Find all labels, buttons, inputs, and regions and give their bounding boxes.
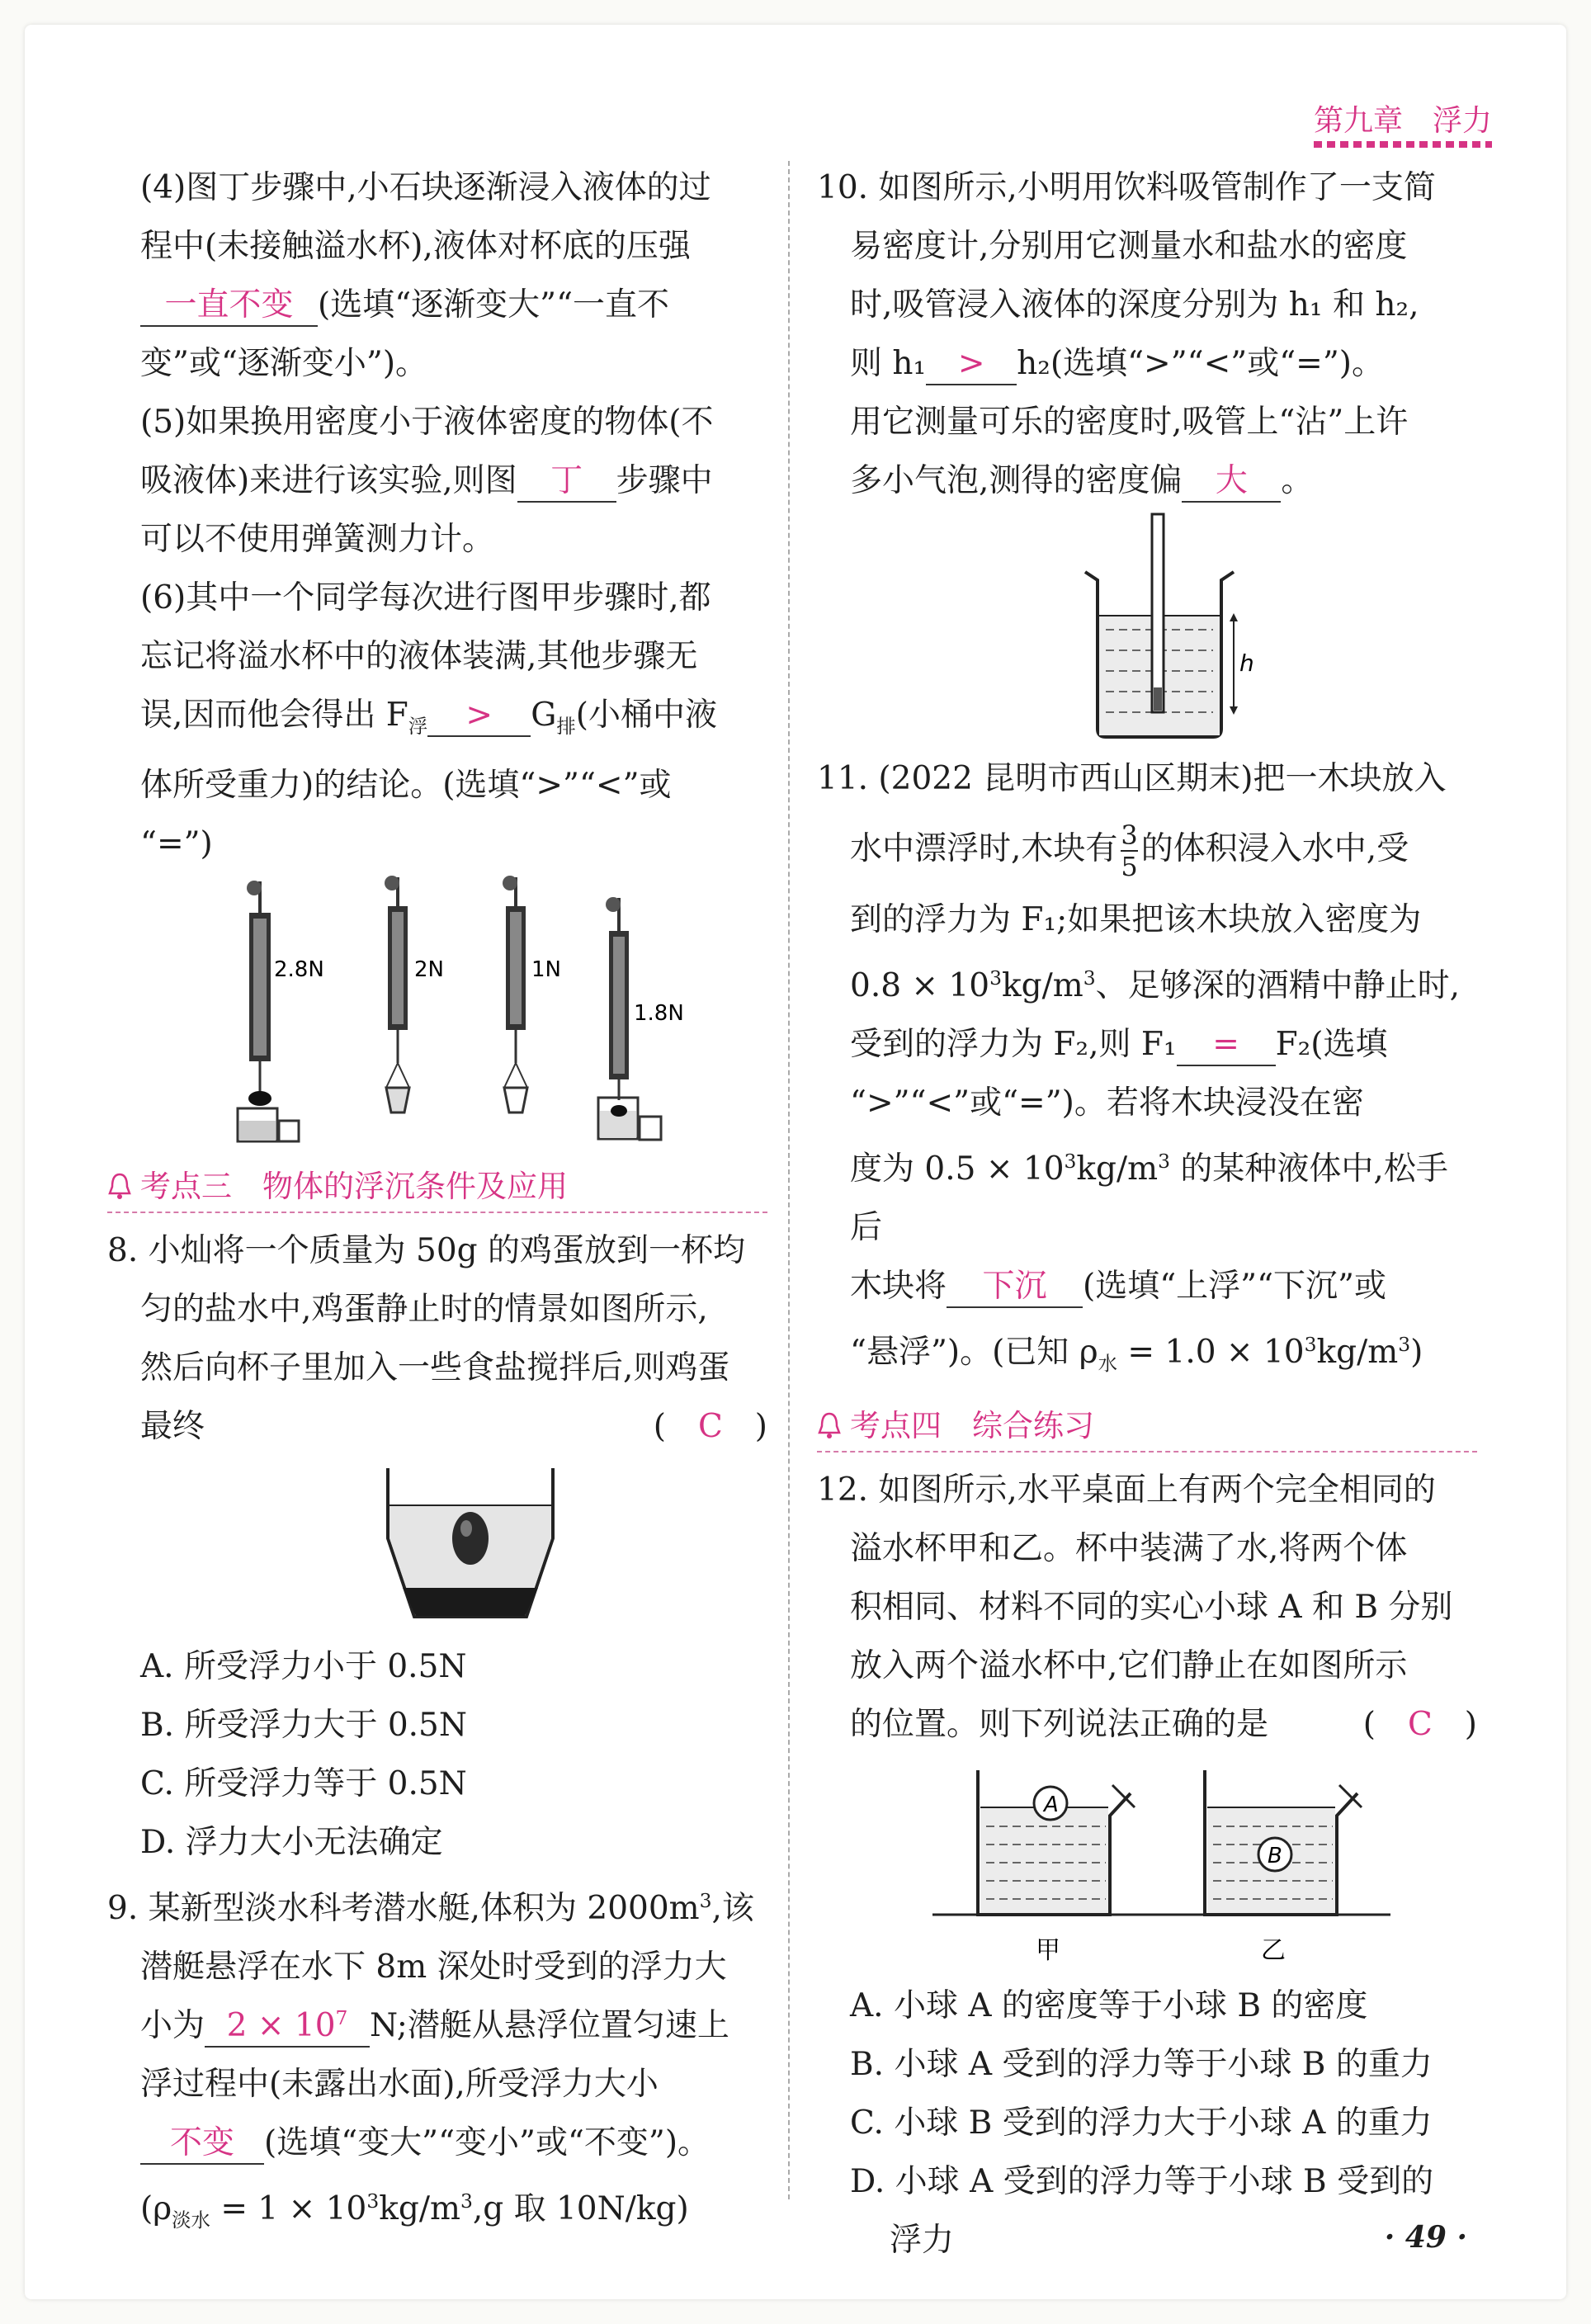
spring-scale-figure (107, 873, 767, 1154)
reading-ding: 1.8N (634, 1000, 684, 1026)
q12-line: 溢水杯甲和乙。杯中装满了水,将两个体 (850, 1529, 1408, 1567)
q10-answer-1[interactable]: > (926, 344, 1017, 385)
q11-sup: 3 (989, 966, 1003, 990)
section-3-title: 考点三 物体的浮沉条件及应用 (140, 1168, 568, 1204)
cup-label-jia: 甲 (1036, 1935, 1060, 1965)
question-5 (107, 393, 767, 569)
q4-line: 程中(未接触溢水杯),液体对杯底的压强 (140, 228, 691, 265)
q12-answer-bracket: ( C ) (1362, 1705, 1477, 1743)
q8-answer[interactable]: C (697, 1407, 723, 1445)
reading-yi: 2N (414, 957, 444, 982)
q9-line: 9. 某新型淡水科考潜水艇,体积为 2000m (107, 1889, 700, 1927)
q11-line: “>”“<”或“=”)。若将木块浸没在密 (850, 1084, 1364, 1122)
question-9 (107, 1872, 767, 2250)
q12-line: 放入两个溢水杯中,它们静止在如图所示 (850, 1646, 1408, 1684)
q8-option-a[interactable]: A. 所受浮力小于 0.5N (140, 1647, 467, 1685)
q9-sup: 3 (366, 2189, 380, 2213)
q8-option-b[interactable]: B. 所受浮力大于 0.5N (140, 1706, 467, 1744)
q11-sup: 3 (1158, 1150, 1171, 1173)
bell-icon (817, 1411, 842, 1439)
header-underline (1314, 141, 1492, 148)
q10-line: 易密度计,分别用它测量水和盐水的密度 (850, 228, 1408, 265)
q11-line: “悬浮”)。(已知 ρ (850, 1334, 1098, 1371)
scale-bing (503, 876, 561, 1112)
q11-sup: 3 (1083, 966, 1096, 990)
section-4-title: 考点四 综合练习 (850, 1407, 1094, 1443)
q9-sub: 淡水 (172, 2208, 210, 2232)
q12-option-b[interactable]: B. 小球 A 受到的浮力等于小球 B 的重力 (850, 2045, 1433, 2083)
bell-icon (107, 1172, 132, 1200)
question-4 (107, 158, 767, 393)
q11-answer-2[interactable]: 下沉 (947, 1267, 1083, 1308)
q9-line: 浮过程中(未露出水面),所受浮力大小 (140, 2065, 659, 2103)
q6-answer[interactable]: > (427, 696, 531, 737)
q11-sup: 3 (1304, 1333, 1317, 1356)
q11-line: kg/m (1076, 1150, 1159, 1188)
q11-line: F₂(选填 (1275, 1026, 1388, 1063)
q8-option-c[interactable]: C. 所受浮力等于 0.5N (140, 1764, 467, 1802)
q5-line: 步骤中 (616, 462, 713, 499)
q6-line: “=”) (140, 824, 213, 862)
question-10 (817, 158, 1477, 749)
q4-line: (4)图丁步骤中,小石块逐渐浸入液体的过 (140, 169, 711, 206)
q10-line: 多小气泡,测得的密度偏 (850, 462, 1183, 499)
q10-line: h₂(选填“>”“<”或“=”)。 (1017, 345, 1385, 382)
q9-answer-1-exp: 7 (335, 2005, 348, 2029)
q9-line: = 1 × 10 (210, 2189, 367, 2227)
fraction-denominator: 5 (1121, 851, 1138, 882)
scale-ding (598, 897, 684, 1140)
q4-line: 变”或“逐渐变小”)。 (140, 345, 428, 382)
column-divider (788, 161, 790, 2199)
q11-line: 到的浮力为 F₁;如果把该木块放入密度为 (850, 901, 1422, 938)
q11-line: ) (1410, 1334, 1423, 1371)
q11-line: 、足够深的酒精中静止时, (1095, 967, 1461, 1004)
q9-line: (ρ (140, 2189, 172, 2227)
q11-line: 水中漂浮时,木块有 (850, 830, 1118, 867)
q12-option-c[interactable]: C. 小球 B 受到的浮力大于小球 A 的重力 (850, 2104, 1433, 2142)
q8-line: 然后向杯子里加入一些食盐搅拌后,则鸡蛋 (140, 1349, 730, 1386)
density-meter-figure (817, 510, 1477, 749)
left-column (107, 158, 767, 2250)
q9-line: (选填“变大”“变小”或“不变”)。 (264, 2123, 711, 2161)
q11-line: = 1.0 × 10 (1117, 1334, 1305, 1371)
chapter-number: 第九章 (1313, 104, 1403, 138)
cup-yi (1205, 1770, 1362, 1915)
q11-sup: 3 (1064, 1150, 1077, 1173)
q9-line: ,g 取 10N/kg) (472, 2189, 689, 2227)
q11-sub: 水 (1098, 1351, 1118, 1375)
section-4-heading (817, 1401, 1477, 1452)
q8-line: 最终 (140, 1407, 205, 1445)
q10-line: 。 (1281, 462, 1314, 499)
q6-sub: 排 (556, 714, 576, 738)
chapter-topic: 浮力 (1432, 104, 1492, 138)
q11-line: 11. (2022 昆明市西山区期末)把一木块放入 (817, 760, 1447, 797)
q11-line: kg/m (1316, 1334, 1399, 1371)
q12-option-d-cont: 浮力 (890, 2221, 955, 2259)
scale-yi (385, 876, 444, 1112)
q8-answer-bracket: ( C ) (653, 1407, 767, 1445)
q6-line: G (531, 697, 557, 734)
question-11 (817, 749, 1477, 1393)
q11-line: 的某种液体中,松手后 (850, 1150, 1448, 1246)
q8-option-d[interactable]: D. 浮力大小无法确定 (140, 1823, 443, 1861)
q11-line: 0.8 × 10 (850, 967, 990, 1004)
q8-line: 匀的盐水中,鸡蛋静止时的情景如图所示, (140, 1290, 708, 1328)
scale-jia (238, 881, 324, 1141)
q5-line: 可以不使用弹簧测力计。 (140, 521, 495, 558)
q9-sup: 3 (460, 2189, 473, 2213)
q5-line: (5)如果换用密度小于液体密度的物体(不 (140, 404, 714, 441)
ball-a-label: A (1044, 1792, 1059, 1817)
egg-cup-figure (107, 1456, 767, 1637)
q10-answer-2[interactable]: 大 (1182, 461, 1281, 503)
q10-line: 则 h₁ (850, 345, 927, 382)
q11-answer-1[interactable]: = (1177, 1025, 1276, 1066)
q9-line: ,该 (711, 1889, 754, 1927)
overflow-cups-figure (817, 1754, 1477, 1977)
q5-answer[interactable]: 丁 (517, 461, 616, 503)
reading-bing: 1N (531, 957, 561, 982)
q12-option-d[interactable]: D. 小球 A 受到的浮力等于小球 B 受到的 (850, 2162, 1434, 2200)
q9-line: 小为 (140, 2006, 205, 2044)
fraction-numerator: 3 (1121, 820, 1138, 851)
q6-line: 体所受重力)的结论。(选填“>”“<”或 (140, 766, 672, 804)
right-column (817, 158, 1477, 2270)
q12-line: 的位置。则下列说法正确的是 (850, 1705, 1269, 1743)
q9-answer-2[interactable]: 不变 (140, 2123, 264, 2165)
q6-line: 误,因而他会得出 F (140, 697, 408, 734)
section-3-heading (107, 1162, 767, 1213)
q12-answer[interactable]: C (1407, 1705, 1433, 1743)
q11-line: 的体积浸入水中,受 (1140, 830, 1409, 867)
q9-answer-1-base: 2 × 10 (226, 2006, 336, 2044)
q9-line: kg/m (379, 2189, 460, 2227)
reading-jia: 2.8N (274, 957, 324, 982)
q11-sup: 3 (1398, 1333, 1411, 1356)
chapter-header (1314, 97, 1492, 148)
q11-line: 度为 0.5 × 10 (850, 1150, 1065, 1188)
q12-line: 积相同、材料不同的实心小球 A 和 B 分别 (850, 1588, 1453, 1626)
q9-sup: 3 (699, 1888, 712, 1912)
q11-line: (选填“上浮”“下沉”或 (1083, 1268, 1386, 1305)
q6-line: (小桶中液 (575, 697, 718, 734)
q10-line: 用它测量可乐的密度时,吸管上“沾”上许 (850, 404, 1409, 441)
q4-answer[interactable]: 一直不变 (140, 286, 318, 327)
q11-line: 木块将 (850, 1268, 947, 1305)
q9-line: N;潜艇从悬浮位置匀速上 (370, 2006, 729, 2044)
q9-line: 潜艇悬浮在水下 8m 深处时受到的浮力大 (140, 1948, 727, 1986)
q9-answer-1[interactable] (205, 1998, 370, 2048)
q4-line: (选填“逐渐变大”“一直不 (318, 286, 670, 324)
q6-line: (6)其中一个同学每次进行图甲步骤时,都 (140, 579, 711, 616)
question-6 (107, 569, 767, 873)
q6-line: 忘记将溢水杯中的液体装满,其他步骤无 (140, 638, 698, 675)
q5-line: 吸液体)来进行该实验,则图 (140, 462, 517, 499)
cup-label-yi: 乙 (1261, 1935, 1286, 1965)
q12-option-a[interactable]: A. 小球 A 的密度等于小球 B 的密度 (850, 1986, 1368, 2024)
q12-line: 12. 如图所示,水平桌面上有两个完全相同的 (817, 1471, 1436, 1509)
fraction-three-fifths (1121, 820, 1137, 881)
question-8 (107, 1221, 767, 1872)
q10-line: 时,吸管浸入液体的深度分别为 h₁ 和 h₂, (850, 286, 1419, 324)
q11-line: 受到的浮力为 F₂,则 F₁ (850, 1026, 1177, 1063)
q10-line: 10. 如图所示,小明用饮料吸管制作了一支简 (817, 169, 1436, 206)
question-12 (817, 1461, 1477, 2270)
cup-jia (978, 1770, 1135, 1915)
page-number: · 49 · (1384, 2220, 1467, 2255)
q11-line: kg/m (1002, 967, 1083, 1004)
q8-line: 8. 小灿将一个质量为 50g 的鸡蛋放到一杯均 (107, 1231, 745, 1269)
q6-sub: 浮 (408, 714, 428, 738)
h-label: h (1239, 649, 1254, 677)
ball-b-label: B (1268, 1843, 1282, 1868)
